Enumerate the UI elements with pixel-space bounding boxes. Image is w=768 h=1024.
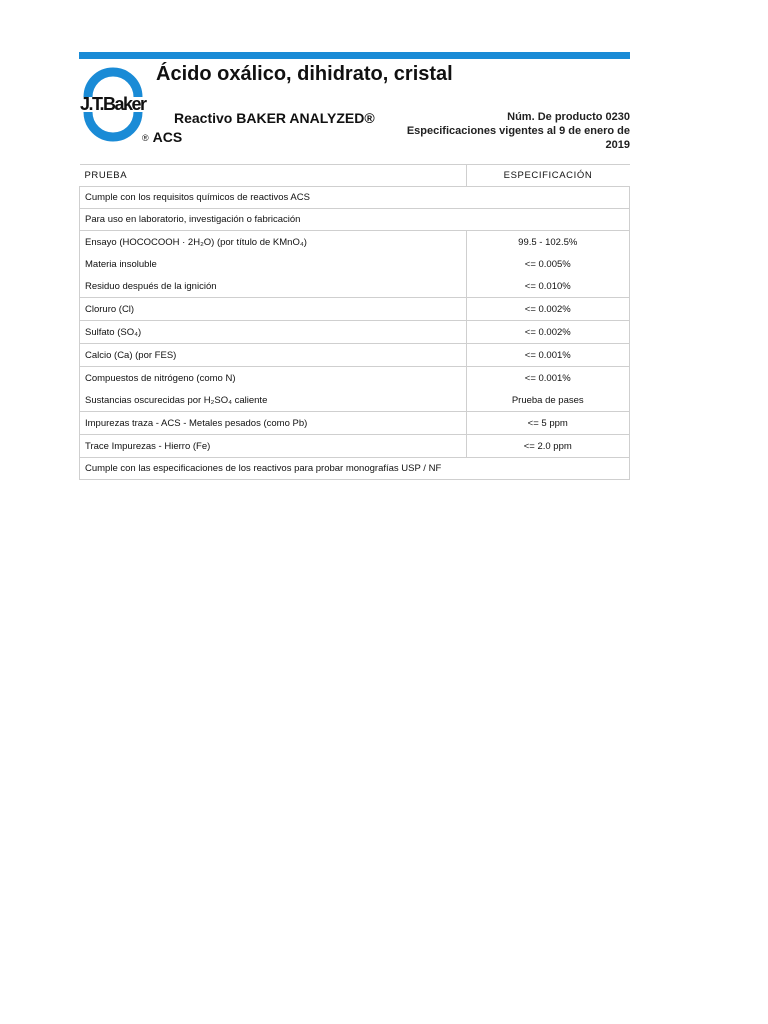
product-subtitle: Reactivo BAKER ANALYZED® xyxy=(174,110,375,126)
logo-ring-top xyxy=(83,67,143,97)
product-grade xyxy=(142,129,182,145)
spec-value: <= 0.001% xyxy=(466,344,630,367)
logo-wordmark: J.T.Baker xyxy=(80,94,146,114)
test-name: Ensayo (HOCOCOOH · 2H₂O) (por título de KMnO₄) xyxy=(80,231,467,254)
test-name: Sulfato (SO₄) xyxy=(80,321,467,344)
spec-effective-date: Especificaciones vigentes al 9 de enero de 2019 xyxy=(406,125,630,151)
table-row xyxy=(80,298,630,321)
col-header-test: PRUEBA xyxy=(80,165,467,187)
note-text: Cumple con los requisitos químicos de reactivos ACS xyxy=(80,187,630,209)
table-row xyxy=(80,389,630,412)
test-name: Residuo después de la ignición xyxy=(80,275,467,298)
table-row xyxy=(80,253,630,275)
table-row xyxy=(80,321,630,344)
top-accent-bar xyxy=(79,52,630,59)
footer-note-text: Cumple con las especificaciones de los reactivos para probar monografías USP / NF xyxy=(80,458,630,480)
table-row xyxy=(80,344,630,367)
table-row xyxy=(80,435,630,458)
test-name: Compuestos de nitrógeno (como N) xyxy=(80,367,467,390)
col-header-spec: ESPECIFICACIÓN xyxy=(466,165,630,187)
spec-value: <= 2.0 ppm xyxy=(466,435,630,458)
table-header-row xyxy=(80,165,630,187)
test-name: Calcio (Ca) (por FES) xyxy=(80,344,467,367)
spec-value: 99.5 - 102.5% xyxy=(466,231,630,254)
spec-value: <= 0.002% xyxy=(466,298,630,321)
spec-value: Prueba de pases xyxy=(466,389,630,412)
note-text: Para uso en laboratorio, investigación o fabricación xyxy=(80,209,630,231)
spec-value: <= 0.010% xyxy=(466,275,630,298)
spec-value: <= 0.005% xyxy=(466,253,630,275)
table-row xyxy=(80,367,630,390)
specifications-table xyxy=(79,164,630,480)
test-name: Impurezas traza - ACS - Metales pesados (como Pb) xyxy=(80,412,467,435)
table-row xyxy=(80,412,630,435)
test-name: Materia insoluble xyxy=(80,253,467,275)
spec-value: <= 0.001% xyxy=(466,367,630,390)
spec-value: <= 0.002% xyxy=(466,321,630,344)
footer-note-row xyxy=(80,458,630,480)
grade-label: ACS xyxy=(152,129,183,145)
note-row xyxy=(80,187,630,209)
table-row xyxy=(80,275,630,298)
spec-value: <= 5 ppm xyxy=(466,412,630,435)
product-number: Núm. De producto 0230 xyxy=(507,111,630,123)
test-name: Trace Impurezas - Hierro (Fe) xyxy=(80,435,467,458)
logo-ring-bottom xyxy=(83,112,143,142)
product-title: Ácido oxálico, dihidrato, cristal xyxy=(156,63,453,85)
registered-mark: ® xyxy=(142,133,149,143)
note-row xyxy=(80,209,630,231)
table-row xyxy=(80,231,630,254)
product-info xyxy=(400,110,630,152)
test-name: Cloruro (Cl) xyxy=(80,298,467,321)
test-name: Sustancias oscurecidas por H₂SO₄ caliente xyxy=(80,389,467,412)
